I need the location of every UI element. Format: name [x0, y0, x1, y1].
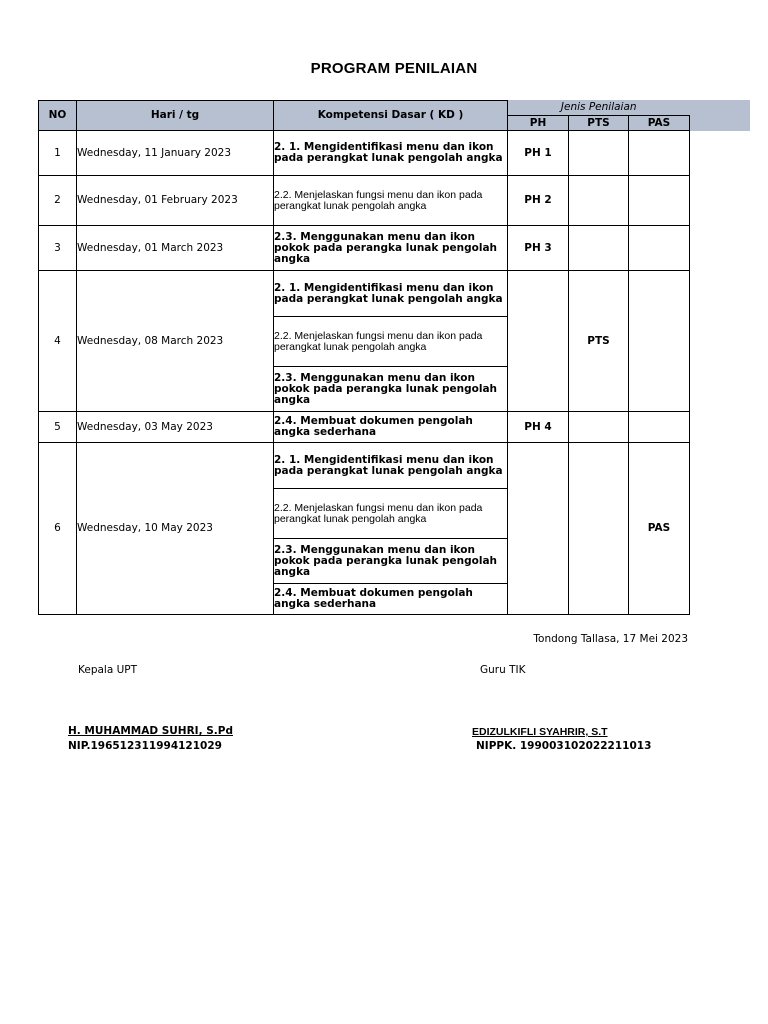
row-kd: 2.3. Menggunakan menu dan ikon pokok pada perangka lunak pengolah angka: [274, 539, 508, 584]
row-ph: [508, 443, 569, 615]
row-no: 4: [39, 271, 77, 412]
row-ph: PH 3: [508, 226, 569, 271]
row-pas: [629, 271, 690, 412]
header-row-1: [39, 101, 690, 116]
row-date: Wednesday, 03 May 2023: [77, 412, 274, 443]
row-pas: [629, 131, 690, 176]
right-signer-role: Guru TIK: [480, 664, 526, 676]
row-pts: [569, 412, 629, 443]
row-date: Wednesday, 10 May 2023: [77, 443, 274, 615]
table-row: [39, 176, 690, 226]
row-kd: 2.3. Menggunakan menu dan ikon pokok pada perangka lunak pengolah angka: [274, 367, 508, 412]
table-row: [39, 226, 690, 271]
header-no: NO: [39, 101, 77, 131]
row-ph: PH 1: [508, 131, 569, 176]
row-ph: PH 2: [508, 176, 569, 226]
row-date: Wednesday, 01 March 2023: [77, 226, 274, 271]
row-pas: [629, 412, 690, 443]
left-signer-name: H. MUHAMMAD SUHRI, S.Pd: [68, 725, 233, 737]
header-ph: PH: [508, 116, 569, 131]
row-no: 1: [39, 131, 77, 176]
row-kd: 2.3. Menggunakan menu dan ikon pokok pada perangka lunak pengolah angka: [274, 226, 508, 271]
right-signer-id: NIPPK. 199003102022211013: [476, 740, 652, 752]
header-date: Hari / tg: [77, 101, 274, 131]
row-date: Wednesday, 08 March 2023: [77, 271, 274, 412]
table-row: [39, 271, 690, 317]
row-kd: 2.4. Membuat dokumen pengolah angka sederhana: [274, 412, 508, 443]
table-row: [39, 443, 690, 489]
row-pts: [569, 131, 629, 176]
row-kd: 2.4. Membuat dokumen pengolah angka sederhana: [274, 584, 508, 615]
row-pts: PTS: [569, 271, 629, 412]
header-kd: Kompetensi Dasar ( KD ): [274, 101, 508, 131]
row-kd: 2.2. Menjelaskan fungsi menu dan ikon pada perangkat lunak pengolah angka: [274, 489, 508, 539]
row-kd: 2. 1. Mengidentifikasi menu dan ikon pada perangkat lunak pengolah angka: [274, 131, 508, 176]
header-pas: PAS: [629, 116, 690, 131]
place-date: Tondong Tallasa, 17 Mei 2023: [533, 633, 688, 645]
row-no: 3: [39, 226, 77, 271]
header-jenis-penilaian: Jenis Penilaian: [508, 101, 690, 116]
row-kd: 2.2. Menjelaskan fungsi menu dan ikon pada perangkat lunak pengolah angka: [274, 176, 508, 226]
row-no: 2: [39, 176, 77, 226]
row-no: 6: [39, 443, 77, 615]
row-no: 5: [39, 412, 77, 443]
row-ph: [508, 271, 569, 412]
assessment-table: [38, 100, 690, 615]
table-row: [39, 412, 690, 443]
row-pas: PAS: [629, 443, 690, 615]
row-kd: 2.2. Menjelaskan fungsi menu dan ikon pada perangkat lunak pengolah angka: [274, 317, 508, 367]
row-ph: PH 4: [508, 412, 569, 443]
left-signer-role: Kepala UPT: [78, 664, 138, 676]
row-pas: [629, 226, 690, 271]
row-kd: 2. 1. Mengidentifikasi menu dan ikon pada perangkat lunak pengolah angka: [274, 443, 508, 489]
row-date: Wednesday, 01 February 2023: [77, 176, 274, 226]
document-title: PROGRAM PENILAIAN: [310, 60, 478, 77]
row-pts: [569, 443, 629, 615]
row-kd: 2. 1. Mengidentifikasi menu dan ikon pada perangkat lunak pengolah angka: [274, 271, 508, 317]
table-row: [39, 131, 690, 176]
left-signer-id: NIP.196512311994121029: [68, 740, 222, 752]
row-pas: [629, 176, 690, 226]
row-pts: [569, 176, 629, 226]
right-signer-name: EDIZULKIFLI SYAHRIR, S.T: [472, 726, 608, 738]
header-pts: PTS: [569, 116, 629, 131]
row-date: Wednesday, 11 January 2023: [77, 131, 274, 176]
row-pts: [569, 226, 629, 271]
